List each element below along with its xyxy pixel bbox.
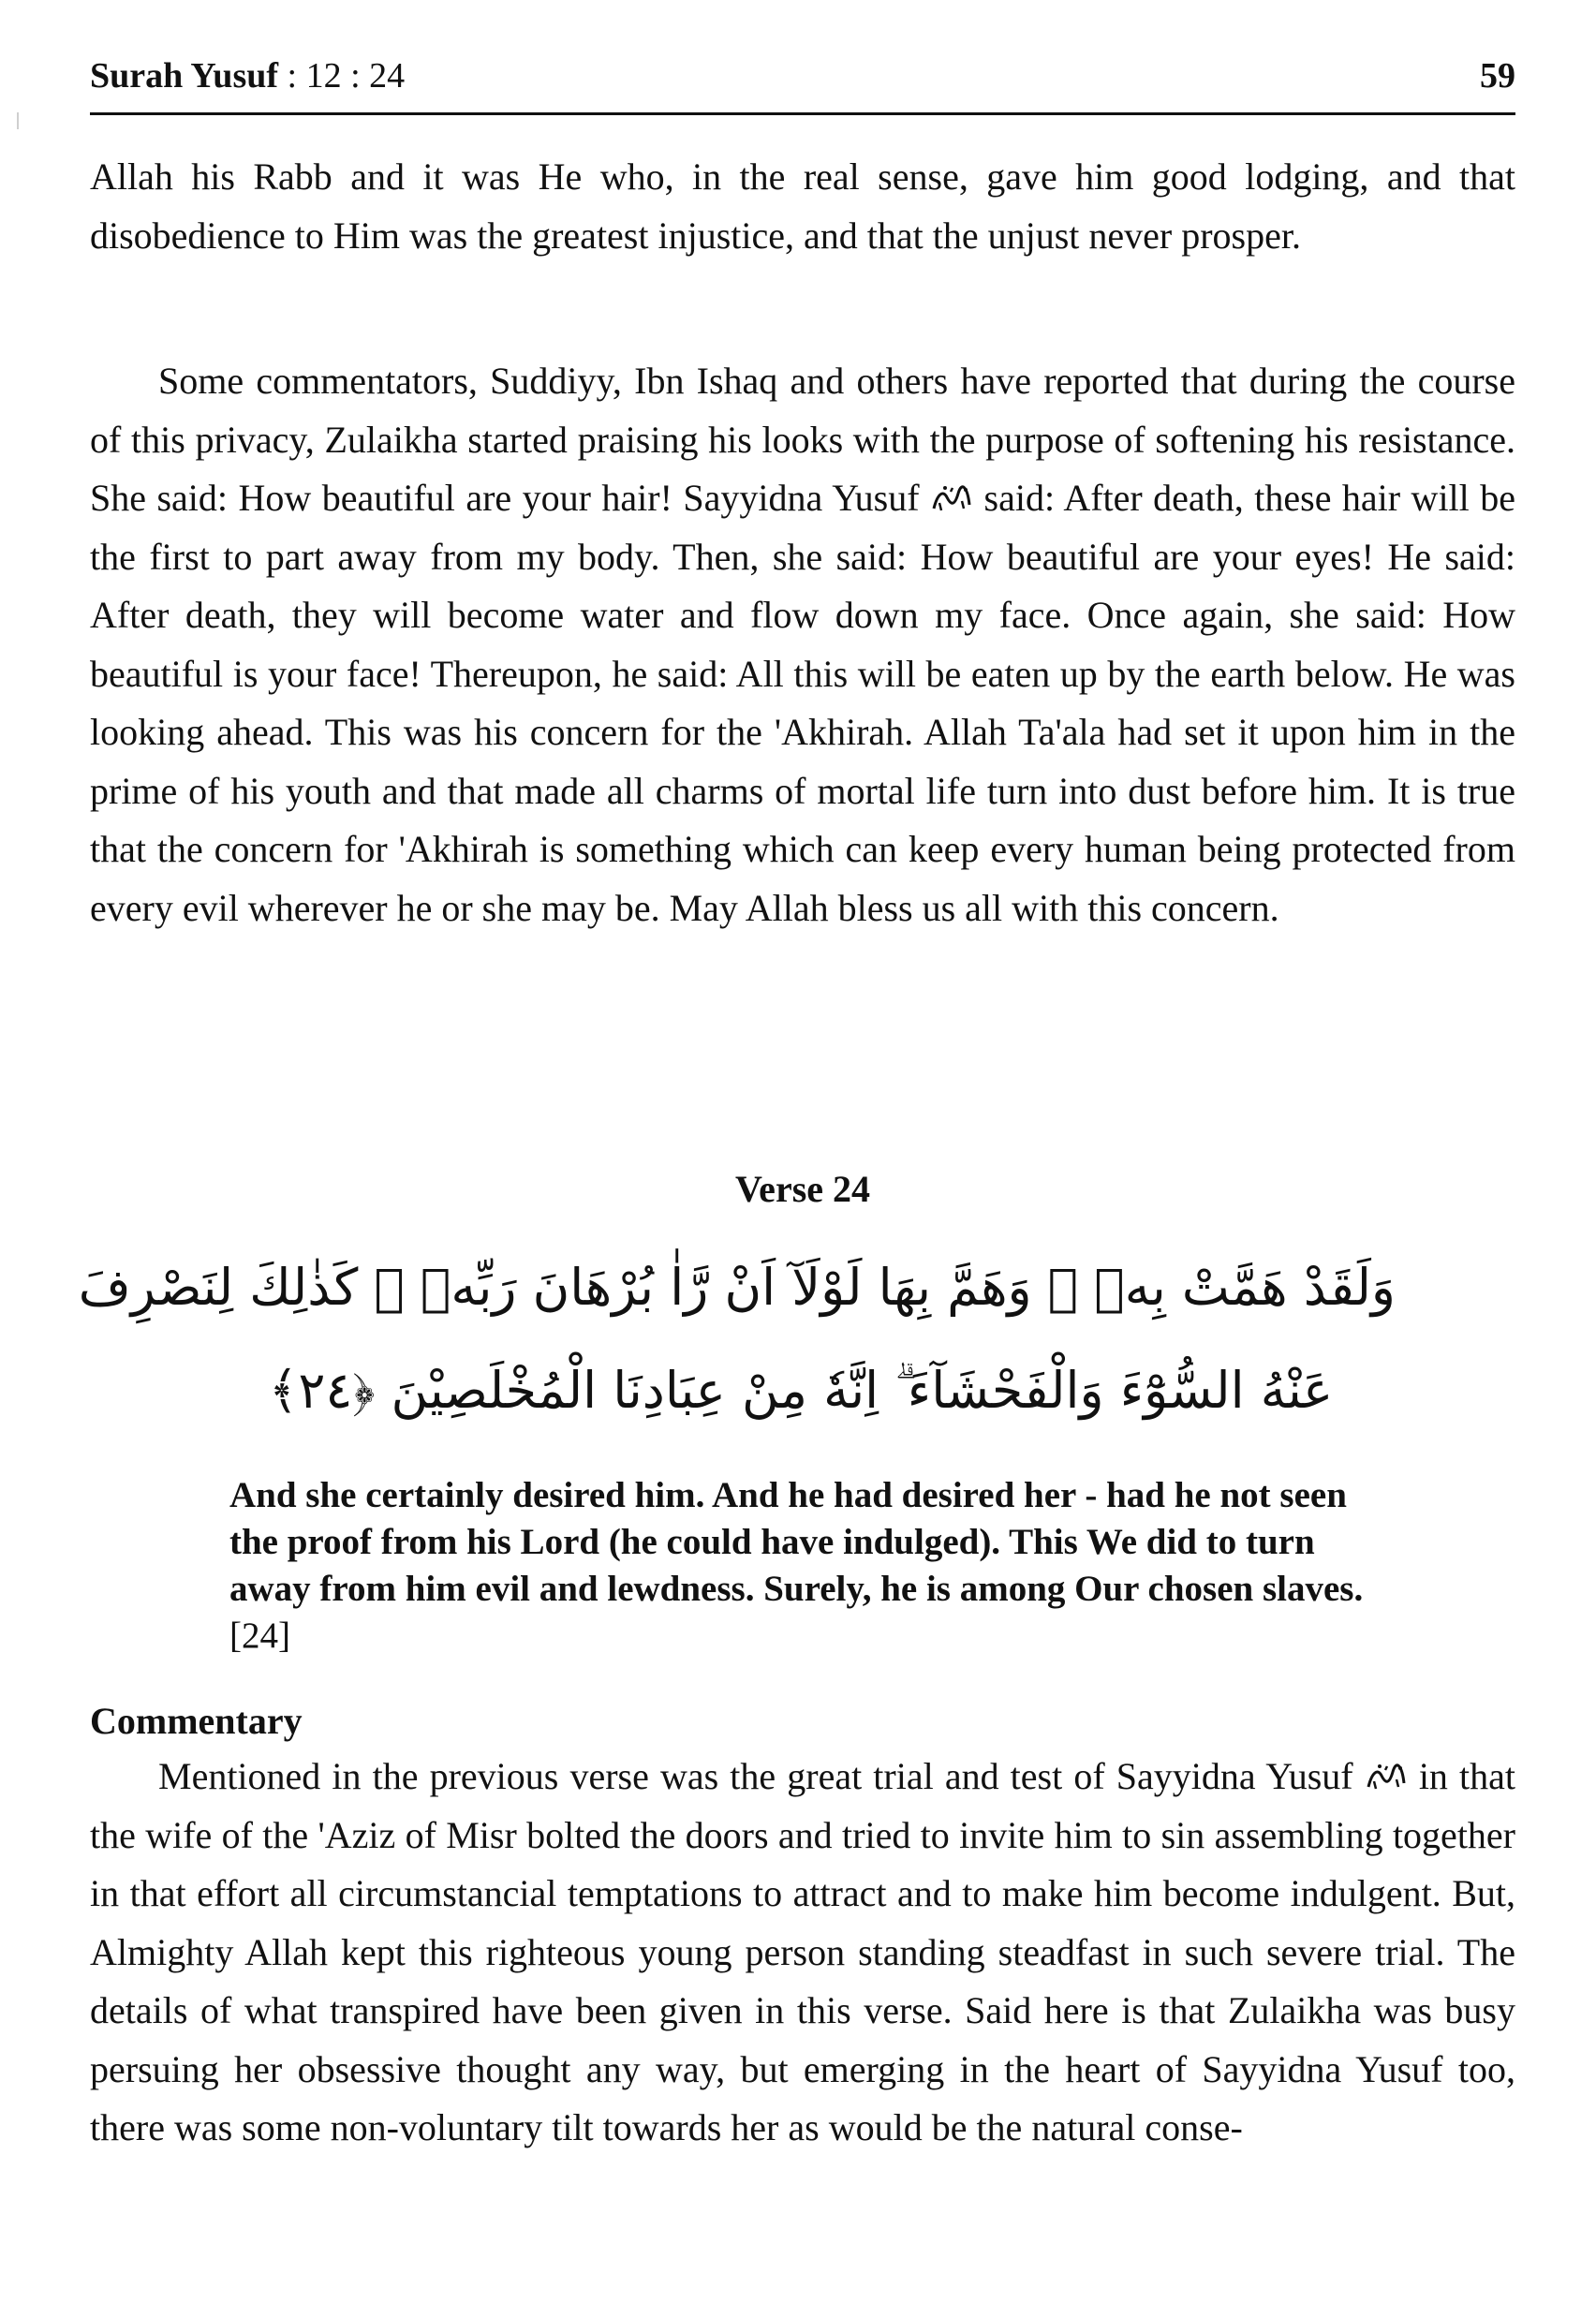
chapter-verse-reference: : 12 : 24 [287,56,406,96]
paragraph-commentators [90,352,1515,937]
page-number: 59 [1480,56,1515,96]
alaihis-salam-icon [930,484,973,514]
alaihis-salam-icon [1365,1763,1408,1793]
paragraph-text: said: After death, these hair will be the first to part away from my body. Then, she said: How beautiful are your eyes! He said: After death, they will become water and flow down my face. Once again, she said: How beautiful is your face! Thereupon, he said: All this will be eaten up by the earth below. He was looking ahead. This was his concern for the 'Akhirah. Allah Ta'ala had set it upon him in the prime of his youth and that made all charms of mortal life turn into dust before him. It is true that the concern for 'Akhirah is something which can keep every human being protected from every evil wherever he or she may be. May Allah bless us all with this concern. [90,477,1516,929]
translation-text: And she certainly desired him. And he had desired her - had he not seen the proof from his Lord (he could have indulged). This We did to turn away from him evil and lewdness. Surely, he is among Our chosen slaves. [229,1475,1364,1609]
arabic-verse-line-1: وَلَقَدْ هَمَّتْ بِهٖ ۚ وَهَمَّ بِهَا لَوْلَآ اَنْ رَّاٰ بُرْهَانَ رَبِّهٖ ۗ كَذٰلِكَ لِنَصْرِفَ [78,1258,1396,1317]
paragraph-continued: Allah his Rabb and it was He who, in the real sense, gave him good lodging, and that disobedience to Him was the greatest injustice, and that the unjust never prosper. [90,155,1515,257]
paragraph-text: Mentioned in the previous verse was the great trial and test of Sayyidna Yusuf [158,1755,1353,1797]
verse-reference: [24] [229,1616,290,1656]
paragraph-commentary [90,1748,1515,2158]
scan-edge-mark [17,112,19,129]
paragraph-text: Some commentators, Suddiyy, Ibn Ishaq and others have reported that during the course of this privacy, Zulaikha started praising his looks with the purpose of softening his resistance. She said: How beautiful are your hair! Sayyidna Yusuf [90,360,1515,519]
arabic-verse-line-2: عَنْهُ السُّوْٓءَ وَالْفَحْشَآءَ ۗ اِنَّهٗ مِنْ عِبَادِنَا الْمُخْلَصِيْنَ ﴿٢٤﴾ [268,1361,1334,1420]
header-title [90,52,405,99]
verse-translation [229,1472,1367,1660]
paragraph-text: in that the wife of the 'Aziz of Misr bolted the doors and tried to invite him to sin assembling together in that effort all circumstancial temptations to attract and to make him become indulgent. But, Almighty Allah kept this righteous young person standing steadfast in such severe trial. The details of what transpired have been given in this verse. Said here is that Zulaikha was busy persuing her obsessive thought any way, but emerging in the heart of Sayyidna Yusuf too, there was some non-voluntary tilt towards her as would be the natural conse- [90,1755,1516,2148]
surah-name: Surah Yusuf [90,56,279,96]
running-header [90,47,1515,115]
arabic-verse [78,1236,1396,1442]
verse-heading: Verse 24 [734,1168,871,1210]
commentary-heading: Commentary [90,1700,303,1742]
